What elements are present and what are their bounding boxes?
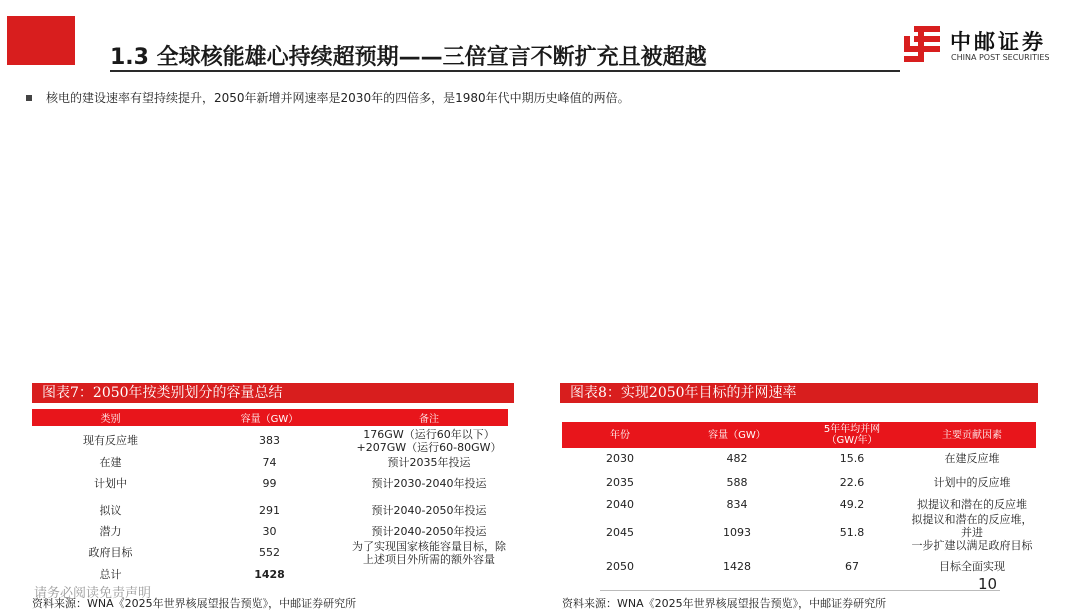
cell-category: 潜力 <box>99 525 122 538</box>
table-row <box>562 469 1036 496</box>
cell-category: 政府目标 <box>88 546 133 559</box>
table-row <box>32 426 508 455</box>
table-row <box>32 470 508 497</box>
col-header-factors: 主要贡献因素 <box>908 422 1036 448</box>
china-post-logo-icon <box>900 22 944 66</box>
cell-notes: 预计2040-2050年投运 <box>371 525 487 538</box>
cell-factors: 拟提议和潜在的反应堆，并进 一步扩建以满足政府目标 <box>911 513 1033 552</box>
col-header-capacity: 容量（GW） <box>189 409 350 426</box>
cell-capacity: 482 <box>726 452 748 465</box>
cell-capacity: 1093 <box>723 526 751 539</box>
table-row <box>32 524 508 539</box>
table-row <box>32 497 508 524</box>
cell-rate: 15.6 <box>839 452 865 465</box>
cell-capacity-total: 1428 <box>254 567 285 581</box>
chart8-source: 资料来源：WNA《2025年世界核展望报告预览》，中邮证券研究所 <box>562 597 887 610</box>
cell-year: 2040 <box>606 498 634 511</box>
cell-capacity: 552 <box>259 546 280 559</box>
footer-divider <box>600 590 1000 591</box>
cell-notes: 176GW（运行60年以下） +207GW（运行60-80GW） <box>356 427 502 454</box>
cell-capacity: 74 <box>262 456 277 469</box>
cell-factors: 目标全面实现 <box>939 560 1005 573</box>
cell-notes: 为了实现国家核能容量目标，除 上述项目外所需的额外容量 <box>352 539 506 566</box>
bullet-square-icon <box>26 95 32 101</box>
bullet-text: 核电的建设速率有望持续提升，2050年新增并网速率是2030年的四倍多，是1980年代中期历史峰值的两倍。 <box>46 91 630 105</box>
cell-capacity: 588 <box>726 476 748 489</box>
cell-capacity: 834 <box>726 498 748 511</box>
col-header-notes: 备注 <box>350 409 508 426</box>
table-row <box>32 539 508 566</box>
col-header-capacity: 容量（GW） <box>678 422 796 448</box>
cell-rate: 67 <box>845 560 859 573</box>
cell-category: 总计 <box>99 567 122 581</box>
cell-category: 在建 <box>99 456 122 469</box>
chart7-table <box>32 409 508 582</box>
table-row <box>32 455 508 470</box>
cell-capacity: 30 <box>262 525 277 538</box>
cell-capacity: 99 <box>262 477 277 490</box>
logo-name-en: CHINA POST SECURITIES <box>951 53 1050 62</box>
table-header-row <box>562 422 1036 448</box>
cell-rate: 51.8 <box>839 526 865 539</box>
bullet-point <box>26 89 630 106</box>
table-row <box>562 496 1036 513</box>
cell-capacity: 383 <box>259 434 280 447</box>
cell-rate: 22.6 <box>839 476 865 489</box>
cell-factors: 拟提议和潜在的反应堆 <box>917 498 1027 511</box>
col-header-rate: 5年年均并网 （GW/年） <box>796 422 908 448</box>
cell-category: 拟议 <box>99 504 122 517</box>
table-row <box>562 513 1036 552</box>
page-number: 10 <box>978 575 998 593</box>
chart7-source: 资料来源：WNA《2025年世界核展望报告预览》，中邮证券研究所 <box>32 597 357 610</box>
logo-name-cn: 中邮证券 <box>950 30 1046 54</box>
corner-red-block <box>7 16 75 65</box>
cell-factors: 在建反应堆 <box>944 452 1000 465</box>
cell-capacity: 1428 <box>723 560 751 573</box>
cell-factors: 计划中的反应堆 <box>933 476 1011 489</box>
col-header-category: 类别 <box>32 409 189 426</box>
chart8-title: 图表8：实现2050年目标的并网速率 <box>560 383 1038 403</box>
cell-notes <box>350 566 508 582</box>
chart7-title: 图表7：2050年按类别划分的容量总结 <box>32 383 514 403</box>
table-row <box>562 448 1036 469</box>
cell-year: 2030 <box>606 452 634 465</box>
cell-notes: 预计2040-2050年投运 <box>371 504 487 517</box>
cell-category: 计划中 <box>94 477 127 490</box>
cell-rate: 49.2 <box>839 498 865 511</box>
cell-category: 现有反应堆 <box>83 434 138 447</box>
table-row-total <box>32 566 508 582</box>
cell-year: 2050 <box>606 560 634 573</box>
chart8-table <box>562 422 1036 581</box>
table-header-row <box>32 409 508 426</box>
disclaimer-text: 请务必阅读免责声明 <box>34 586 152 601</box>
table-row <box>562 552 1036 581</box>
cell-year: 2045 <box>606 526 634 539</box>
china-post-securities-logo <box>900 22 1070 66</box>
cell-capacity: 291 <box>259 504 280 517</box>
title-underline <box>110 70 900 72</box>
cell-notes: 预计2035年投运 <box>387 456 471 469</box>
cell-year: 2035 <box>606 476 634 489</box>
col-header-year: 年份 <box>562 422 678 448</box>
slide-title: 1.3 全球核能雄心持续超预期——三倍宣言不断扩充且被超越 <box>110 45 707 70</box>
cell-notes: 预计2030-2040年投运 <box>371 477 487 490</box>
